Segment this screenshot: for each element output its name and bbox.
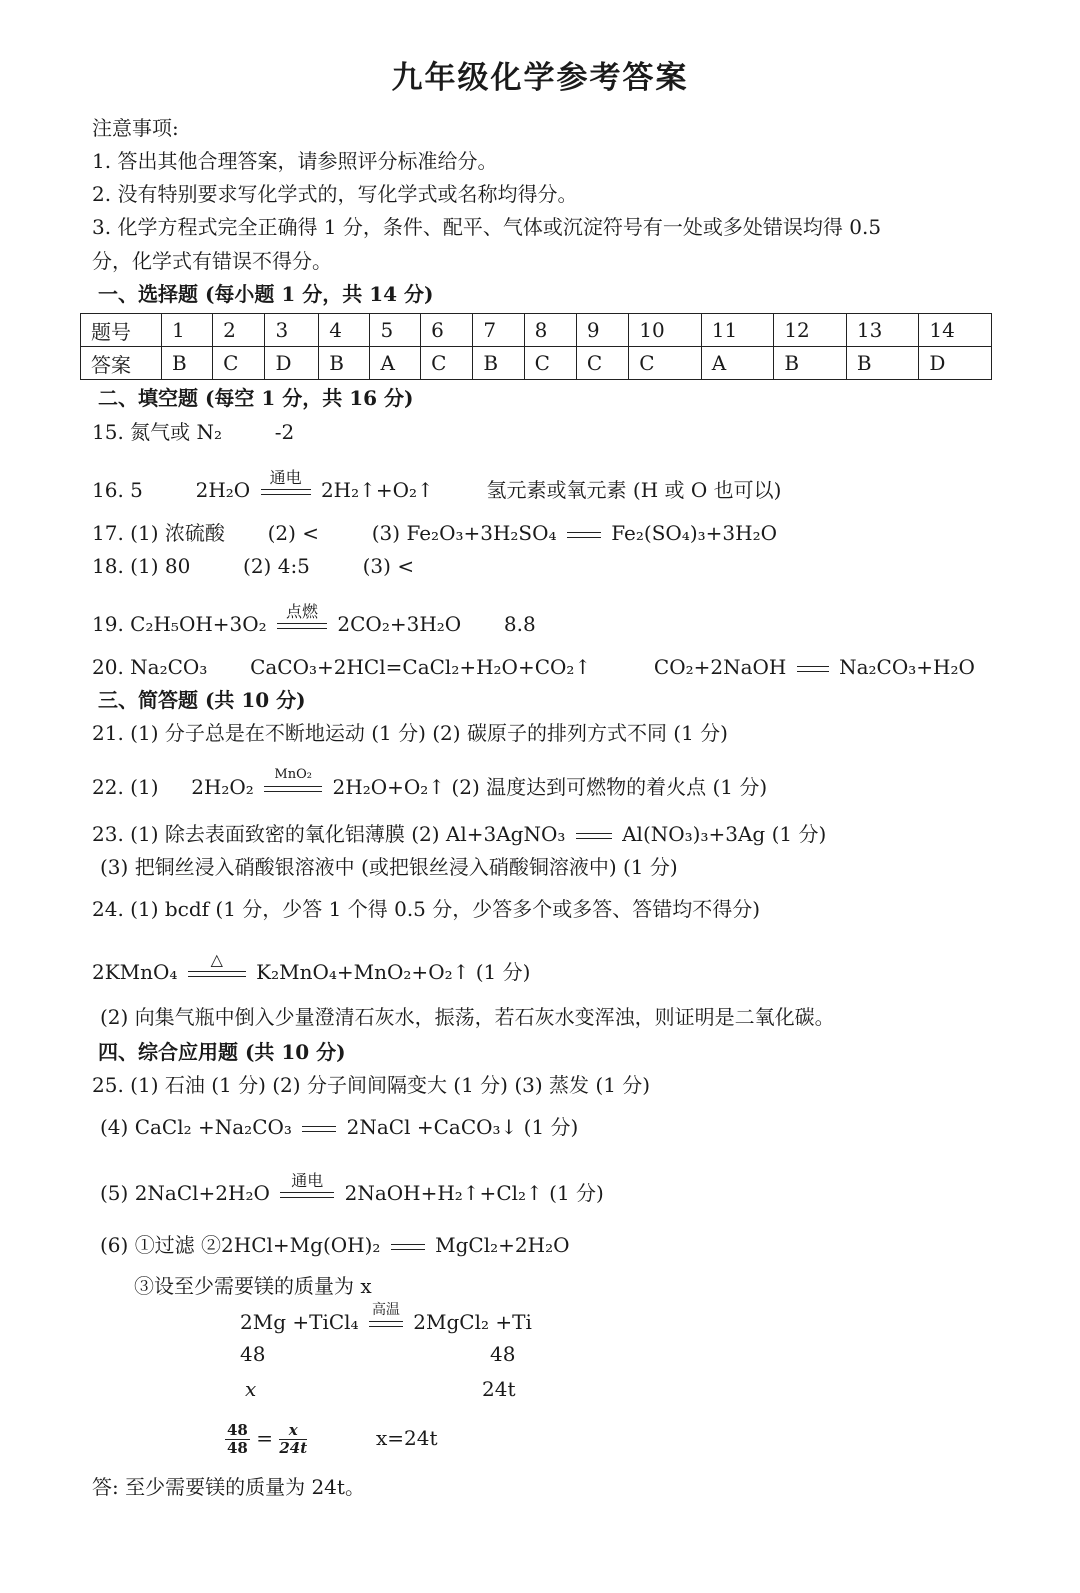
cell-answer-11: A [701,347,774,380]
row-label-answer: 答案 [81,347,162,380]
calc-equation-rhs: 2MgCl₂ +Ti [413,1310,532,1334]
cell-number-13: 13 [846,314,919,347]
cell-number-6: 6 [421,314,473,347]
q23-equation-rhs: Al(NO₃)₃+3Ag (1 分) [622,822,827,846]
section-1-heading: 一、选择题 (每小题 1 分，共 14 分) [98,282,434,306]
q25-4-rhs: 2NaCl +CaCO₃↓ (1 分) [346,1115,579,1139]
q15 [92,419,294,445]
q17-equation-lhs: (3) Fe₂O₃+3H₂SO₄ [371,521,557,545]
q24-equation-rhs: K₂MnO₄+MnO₂+O₂↑ (1 分) [256,960,531,984]
q23-prefix: 23. (1) 除去表面致密的氧化铝薄膜 (2) Al+3AgNO₃ [92,822,566,846]
equals-sign-icon [391,1242,425,1252]
equals-sign-icon [277,601,327,631]
q16-condition: 通电 [269,467,302,487]
q20-num: 20. [92,655,124,679]
cell-number-7: 7 [473,314,524,347]
cell-answer-9: C [576,347,628,380]
cell-answer-14: D [919,347,992,380]
calc-result: x=24t [376,1426,438,1450]
calc-condition: 高温 [371,1301,400,1318]
q16-num: 16. [92,478,124,502]
q16-answer-b: 氢元素或氧元素 (H 或 O 也可以) [486,478,782,502]
cell-number-4: 4 [319,314,370,347]
equals-sign-icon [261,467,311,497]
cell-number-1: 1 [162,314,213,347]
q25-part-6 [100,1232,569,1258]
page-title: 九年级化学参考答案 [391,60,689,96]
q16-equation-rhs: 2H₂↑+O₂↑ [320,478,434,502]
q16-equation-lhs: 2H₂O [195,478,251,502]
q18-answer-b: (2) 4:5 [243,554,310,578]
q25-5-rhs: 2NaOH+H₂↑+Cl₂↑ (1 分) [344,1181,604,1205]
equals-sign-icon [264,766,322,794]
notes-heading: 注意事项: [92,116,179,140]
cell-answer-7: B [473,347,524,380]
cell-number-2: 2 [213,314,265,347]
q15-answer-b: -2 [274,420,295,444]
ratio-equals: = [256,1426,273,1450]
equals-sign-icon [797,664,829,674]
cell-answer-2: C [213,347,265,380]
q19-equation-rhs: 2CO₂+3H₂O [337,612,462,636]
calc-row-2b: 24t [482,1377,516,1401]
equals-sign-icon [280,1170,334,1200]
fraction-1-numerator: 48 [227,1421,248,1439]
q20-answer-a: Na₂CO₃ [130,655,208,679]
cell-answer-1: B [162,347,213,380]
note-3-line-2: 分，化学式有错误不得分。 [92,249,332,273]
q25-6-rhs: MgCl₂+2H₂O [435,1233,570,1257]
cell-number-12: 12 [774,314,847,347]
cell-answer-13: B [846,347,919,380]
q25-part-6-3: ③设至少需要镁的质量为 x [134,1274,372,1298]
cell-number-14: 14 [919,314,992,347]
cell-number-8: 8 [524,314,576,347]
cell-number-10: 10 [629,314,702,347]
q19-equation-lhs: C₂H₅OH+3O₂ [130,612,267,636]
cell-answer-6: C [421,347,473,380]
q22-prefix: 22. (1) [92,775,159,799]
q25-part-4 [100,1114,578,1140]
q23-line-1 [92,821,826,847]
q17-num: 17. [92,521,124,545]
q25-part-5 [100,1170,604,1206]
q22 [92,766,768,800]
equals-sign-icon [576,831,612,841]
q16-answer-a: 5 [130,478,143,502]
q18-answer-a: (1) 80 [130,554,191,578]
q20-equation-lhs: CO₂+2NaOH [653,655,787,679]
cell-number-3: 3 [265,314,319,347]
equals-sign-icon [302,1124,336,1134]
section-4-heading: 四、综合应用题 (共 10 分) [98,1040,346,1064]
fraction-2 [279,1422,307,1457]
q17 [92,520,777,546]
calc-equation [240,1301,532,1335]
cell-answer-10: C [629,347,702,380]
q20-answer-b: CaCO₃+2HCl=CaCl₂+H₂O+CO₂↑ [250,655,592,679]
q17-equation-rhs: Fe₂(SO₄)₃+3H₂O [611,521,777,545]
q22-answer-2: (2) 温度达到可燃物的着火点 (1 分) [451,775,768,799]
q17-answer-b: (2) < [267,521,320,545]
fraction-1 [225,1422,250,1457]
table-row-numbers [81,314,992,347]
q24-line-2 [92,949,531,985]
q25-5-condition: 通电 [291,1170,324,1190]
q24-condition: △ [210,949,223,969]
calc-equation-lhs: 2Mg +TiCl₄ [240,1310,359,1334]
section-2-heading: 二、填空题 (每空 1 分，共 16 分) [98,386,414,410]
q22-condition: MnO₂ [274,766,312,782]
q17-answer-a: (1) 浓硫酸 [130,521,225,545]
equals-sign-icon [567,530,601,540]
q16 [92,467,782,503]
row-label-number: 题号 [81,314,162,347]
section-3-heading: 三、简答题 (共 10 分) [98,688,306,712]
cell-answer-12: B [774,347,847,380]
q25-5-lhs: (5) 2NaCl+2H₂O [100,1181,270,1205]
table-row-answers [81,347,992,380]
q19-answer-b: 8.8 [503,612,536,636]
cell-answer-5: A [370,347,421,380]
q21: 21. (1) 分子总是在不断地运动 (1 分) (2) 碳原子的排列方式不同 (1 分) [92,721,728,745]
cell-number-5: 5 [370,314,421,347]
q19-condition: 点燃 [286,601,319,621]
cell-answer-3: D [265,347,319,380]
calc-ratio [225,1420,307,1457]
q18-answer-c: (3) < [362,554,415,578]
q24-line-1: 24. (1) bcdf (1 分，少答 1 个得 0.5 分，少答多个或多答、答错均不得分) [92,897,761,921]
cell-number-9: 9 [576,314,628,347]
q20-equation-rhs: Na₂CO₃+H₂O [839,655,975,679]
fraction-1-denominator: 48 [227,1439,248,1457]
answer-table [80,313,992,380]
equals-sign-icon [188,949,246,979]
calc-row-1b: 48 [490,1342,516,1366]
q18-num: 18. [92,554,124,578]
final-answer: 答: 至少需要镁的质量为 24t。 [92,1475,365,1499]
calc-row-1a: 48 [240,1342,266,1366]
q25-4-lhs: (4) CaCl₂ +Na₂CO₃ [100,1115,292,1139]
equals-sign-icon [369,1301,403,1329]
fraction-2-numerator: x [279,1422,307,1440]
q15-answer-a: 氮气或 N₂ [130,420,223,444]
q24-equation-lhs: 2KMnO₄ [92,960,178,984]
note-1: 1. 答出其他合理答案，请参照评分标准给分。 [92,149,498,173]
q19-num: 19. [92,612,124,636]
cell-answer-4: B [319,347,370,380]
cell-answer-8: C [524,347,576,380]
cell-number-11: 11 [701,314,774,347]
q22-equation-rhs: 2H₂O+O₂↑ [332,775,446,799]
q23-line-2: (3) 把铜丝浸入硝酸银溶液中 (或把银丝浸入硝酸铜溶液中) (1 分) [100,855,678,879]
note-2: 2. 没有特别要求写化学式的，写化学式或名称均得分。 [92,182,578,206]
fraction-2-denominator: 24t [279,1439,308,1457]
q24-line-3: (2) 向集气瓶中倒入少量澄清石灰水，振荡，若石灰水变浑浊，则证明是二氧化碳。 [100,1005,835,1029]
note-3-line-1: 3. 化学方程式完全正确得 1 分，条件、配平、气体或沉淀符号有一处或多处错误均得 0.5 [92,215,882,239]
q25-6-lhs: (6) ①过滤 ②2HCl+Mg(OH)₂ [100,1233,381,1257]
q15-num: 15. [92,420,124,444]
q25-line-1: 25. (1) 石油 (1 分) (2) 分子间间隔变大 (1 分) (3) 蒸发 (1 分) [92,1073,651,1097]
q18 [92,553,414,579]
q22-equation-lhs: 2H₂O₂ [191,775,254,799]
q20 [92,654,975,680]
calc-row-2a: x [245,1377,257,1401]
q19 [92,601,536,637]
